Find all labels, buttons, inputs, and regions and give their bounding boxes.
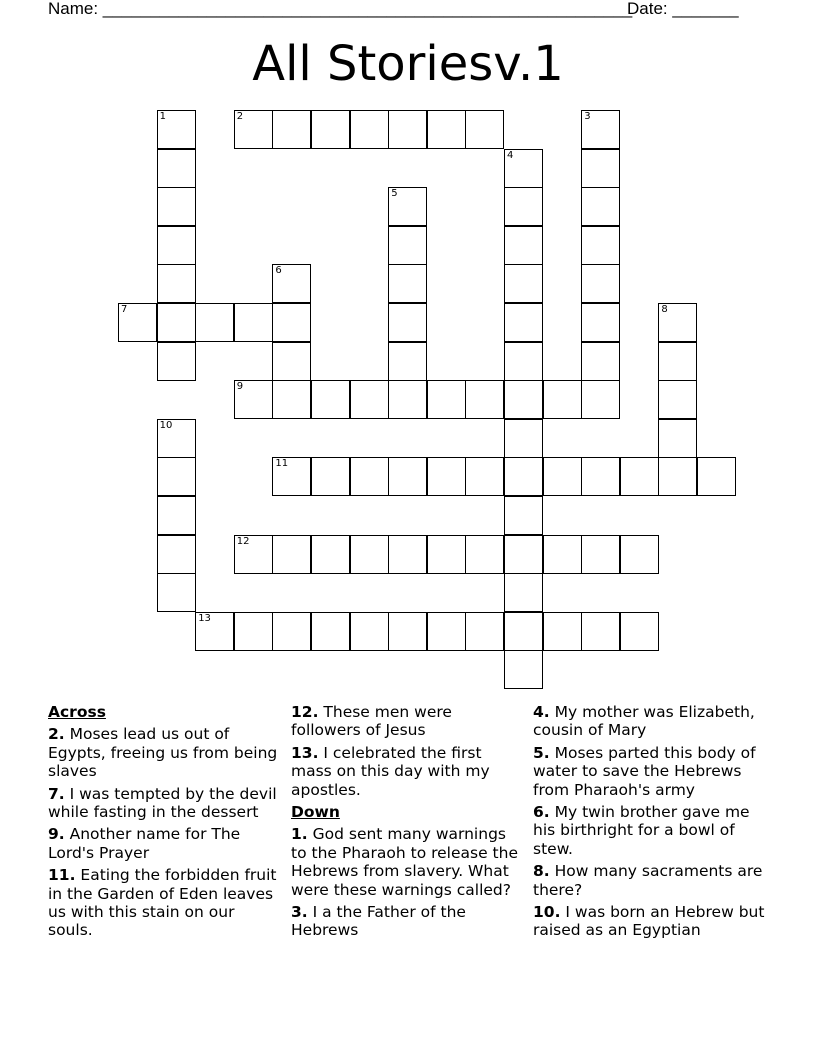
clue-down-10 bbox=[533, 903, 769, 940]
clue-text: My mother was Elizabeth, cousin of Mary bbox=[533, 703, 755, 740]
name-field[interactable]: Name: ________________________________________________________ bbox=[48, 0, 633, 18]
grid-cell[interactable] bbox=[311, 110, 350, 149]
clue-number: 4. bbox=[533, 703, 550, 721]
grid-cell[interactable] bbox=[350, 612, 389, 651]
clue-number: 9. bbox=[48, 825, 65, 844]
grid-cell[interactable] bbox=[272, 303, 311, 342]
grid-cell[interactable] bbox=[157, 149, 196, 188]
grid-cell[interactable] bbox=[388, 342, 427, 381]
grid-cell[interactable] bbox=[157, 535, 196, 574]
grid-cell[interactable] bbox=[157, 303, 196, 342]
cell-number: 13 bbox=[198, 612, 211, 624]
grid-cell[interactable] bbox=[427, 110, 466, 149]
grid-cell[interactable] bbox=[234, 535, 273, 574]
grid-cell[interactable] bbox=[388, 187, 427, 226]
grid-cell[interactable] bbox=[504, 650, 543, 689]
grid-cell[interactable] bbox=[465, 612, 504, 651]
grid-cell[interactable] bbox=[272, 535, 311, 574]
clue-across-2 bbox=[48, 725, 280, 780]
grid-cell[interactable] bbox=[311, 535, 350, 574]
clue-text: I a the Father of the Hebrews bbox=[291, 903, 466, 940]
grid-cell[interactable] bbox=[157, 496, 196, 535]
grid-cell[interactable] bbox=[157, 457, 196, 496]
grid-cell[interactable] bbox=[157, 187, 196, 226]
grid-cell[interactable] bbox=[504, 264, 543, 303]
grid-cell[interactable] bbox=[504, 380, 543, 419]
grid-cell[interactable] bbox=[581, 226, 620, 265]
grid-cell[interactable] bbox=[234, 612, 273, 651]
grid-cell[interactable] bbox=[658, 380, 697, 419]
clue-across-7 bbox=[48, 785, 280, 822]
grid-cell[interactable] bbox=[272, 342, 311, 381]
grid-cell[interactable] bbox=[504, 419, 543, 458]
grid-cell[interactable] bbox=[620, 612, 659, 651]
grid-cell[interactable] bbox=[157, 110, 196, 149]
clue-number: 7. bbox=[48, 784, 65, 803]
grid-cell[interactable] bbox=[388, 110, 427, 149]
clue-down-1 bbox=[291, 825, 523, 899]
clue-text: Moses lead us out of Egypts, freeing us from being slaves bbox=[48, 725, 278, 781]
down-heading: Down bbox=[291, 803, 340, 822]
grid-cell[interactable] bbox=[543, 535, 582, 574]
page-title: All Storiesv.1 bbox=[252, 36, 564, 92]
grid-cell[interactable] bbox=[427, 612, 466, 651]
grid-cell[interactable] bbox=[157, 419, 196, 458]
grid-cell[interactable] bbox=[388, 535, 427, 574]
cell-number: 10 bbox=[159, 419, 173, 431]
grid-cell[interactable] bbox=[272, 457, 311, 496]
grid-cell[interactable] bbox=[465, 380, 504, 419]
grid-cell[interactable] bbox=[581, 187, 620, 226]
cell-number: 3 bbox=[584, 111, 591, 122]
grid-cell[interactable] bbox=[697, 457, 736, 496]
grid-cell[interactable] bbox=[543, 457, 582, 496]
grid-cell[interactable] bbox=[350, 110, 389, 149]
grid-cell[interactable] bbox=[388, 380, 427, 419]
clue-text: These men were followers of Jesus bbox=[291, 703, 452, 740]
grid-cell[interactable] bbox=[118, 303, 157, 342]
grid-cell[interactable] bbox=[658, 303, 697, 342]
grid-cell[interactable] bbox=[504, 226, 543, 265]
clue-text: I was tempted by the devil while fasting in the dessert bbox=[48, 784, 277, 822]
clue-text: God sent many warnings to the Pharaoh to release the Hebrews from slavery. What were these warnings called? bbox=[291, 825, 518, 899]
clue-across-9 bbox=[48, 825, 280, 862]
grid-cell[interactable] bbox=[311, 612, 350, 651]
cell-number: 4 bbox=[507, 149, 514, 161]
grid-cell[interactable] bbox=[504, 496, 543, 535]
clue-number: 1. bbox=[291, 825, 308, 844]
grid-cell[interactable] bbox=[388, 303, 427, 342]
grid-cell[interactable] bbox=[272, 264, 311, 303]
grid-cell[interactable] bbox=[504, 612, 543, 651]
clue-across-12 bbox=[291, 703, 523, 740]
clue-column-2 bbox=[291, 703, 523, 944]
grid-cell[interactable] bbox=[234, 380, 273, 419]
clue-down-5 bbox=[533, 744, 769, 799]
clue-down-6 bbox=[533, 803, 769, 858]
grid-cell[interactable] bbox=[350, 535, 389, 574]
grid-cell[interactable] bbox=[658, 457, 697, 496]
grid-cell[interactable] bbox=[581, 303, 620, 342]
grid-cell[interactable] bbox=[427, 380, 466, 419]
clue-text: Another name for The Lord's Prayer bbox=[48, 825, 241, 862]
grid-cell[interactable] bbox=[504, 457, 543, 496]
clue-across-13 bbox=[291, 744, 523, 799]
grid-cell[interactable] bbox=[581, 380, 620, 419]
across-heading: Across bbox=[48, 703, 106, 721]
grid-cell[interactable] bbox=[195, 612, 234, 651]
clue-text: Moses parted this body of water to save the Hebrews from Pharaoh's army bbox=[533, 743, 756, 799]
grid-cell[interactable] bbox=[272, 612, 311, 651]
grid-cell[interactable] bbox=[581, 149, 620, 188]
clue-down-4 bbox=[533, 703, 769, 740]
clue-number: 8. bbox=[533, 862, 550, 881]
clue-number: 2. bbox=[48, 725, 65, 744]
grid-cell[interactable] bbox=[543, 612, 582, 651]
clue-number: 12. bbox=[291, 703, 319, 721]
cell-number: 1 bbox=[159, 111, 166, 122]
clue-number: 10. bbox=[533, 903, 561, 922]
cell-number: 6 bbox=[275, 265, 282, 277]
grid-cell[interactable] bbox=[157, 573, 196, 612]
grid-cell[interactable] bbox=[581, 264, 620, 303]
cell-number: 2 bbox=[236, 111, 244, 122]
clue-text: How many sacraments are there? bbox=[533, 862, 763, 899]
cell-number: 9 bbox=[236, 381, 244, 393]
grid-cell[interactable] bbox=[658, 342, 697, 381]
grid-cell[interactable] bbox=[272, 380, 311, 419]
clue-number: 5. bbox=[533, 743, 550, 762]
clue-text: I was born an Hebrew but raised as an Egyptian bbox=[533, 903, 765, 940]
grid-cell[interactable] bbox=[350, 457, 389, 496]
grid-cell[interactable] bbox=[581, 342, 620, 381]
grid-cell[interactable] bbox=[427, 535, 466, 574]
grid-cell[interactable] bbox=[581, 612, 620, 651]
grid-cell[interactable] bbox=[157, 342, 196, 381]
clue-text: I celebrated the first mass on this day with my apostles. bbox=[291, 743, 490, 799]
grid-cell[interactable] bbox=[157, 226, 196, 265]
grid-cell[interactable] bbox=[388, 264, 427, 303]
clue-down-3 bbox=[291, 903, 523, 940]
clue-across-11 bbox=[48, 866, 280, 940]
grid-cell[interactable] bbox=[234, 303, 273, 342]
clue-number: 6. bbox=[533, 803, 550, 822]
header bbox=[48, 0, 746, 20]
grid-cell[interactable] bbox=[543, 380, 582, 419]
grid-cell[interactable] bbox=[157, 264, 196, 303]
clue-number: 11. bbox=[48, 866, 76, 885]
grid-cell[interactable] bbox=[581, 110, 620, 149]
grid-cell[interactable] bbox=[658, 419, 697, 458]
cell-number: 11 bbox=[275, 458, 289, 470]
clue-text: Eating the forbidden fruit in the Garden of Eden leaves us with this stain on our souls. bbox=[48, 866, 277, 940]
grid-cell[interactable] bbox=[581, 535, 620, 574]
grid-cell[interactable] bbox=[350, 380, 389, 419]
clue-column-1 bbox=[48, 703, 280, 944]
grid-cell[interactable] bbox=[272, 110, 311, 149]
grid-cell[interactable] bbox=[195, 303, 234, 342]
grid-cell[interactable] bbox=[504, 535, 543, 574]
cell-number: 7 bbox=[121, 304, 128, 315]
clue-number: 3. bbox=[291, 903, 308, 922]
grid-cell[interactable] bbox=[504, 303, 543, 342]
grid-cell[interactable] bbox=[388, 457, 427, 496]
grid-cell[interactable] bbox=[234, 110, 273, 149]
grid-cell[interactable] bbox=[427, 457, 466, 496]
grid-cell[interactable] bbox=[581, 457, 620, 496]
clue-text: My twin brother gave me his birthright for a bowl of stew. bbox=[533, 803, 750, 858]
date-field[interactable]: Date: _______ bbox=[627, 0, 739, 18]
clue-down-8 bbox=[533, 862, 769, 899]
grid-cell[interactable] bbox=[620, 457, 659, 496]
cell-number: 12 bbox=[236, 535, 250, 547]
grid-cell[interactable] bbox=[504, 149, 543, 188]
clue-column-3 bbox=[533, 703, 769, 944]
cell-number: 5 bbox=[391, 188, 398, 200]
grid-cell[interactable] bbox=[388, 612, 427, 651]
grid-cell[interactable] bbox=[465, 457, 504, 496]
grid-cell[interactable] bbox=[504, 187, 543, 226]
grid-cell[interactable] bbox=[620, 535, 659, 574]
grid-cell[interactable] bbox=[311, 457, 350, 496]
clue-number: 13. bbox=[291, 743, 319, 762]
grid-cell[interactable] bbox=[465, 110, 504, 149]
grid-cell[interactable] bbox=[388, 226, 427, 265]
grid-cell[interactable] bbox=[465, 535, 504, 574]
grid-cell[interactable] bbox=[504, 573, 543, 612]
cell-number: 8 bbox=[661, 304, 668, 315]
grid-cell[interactable] bbox=[311, 380, 350, 419]
grid-cell[interactable] bbox=[504, 342, 543, 381]
